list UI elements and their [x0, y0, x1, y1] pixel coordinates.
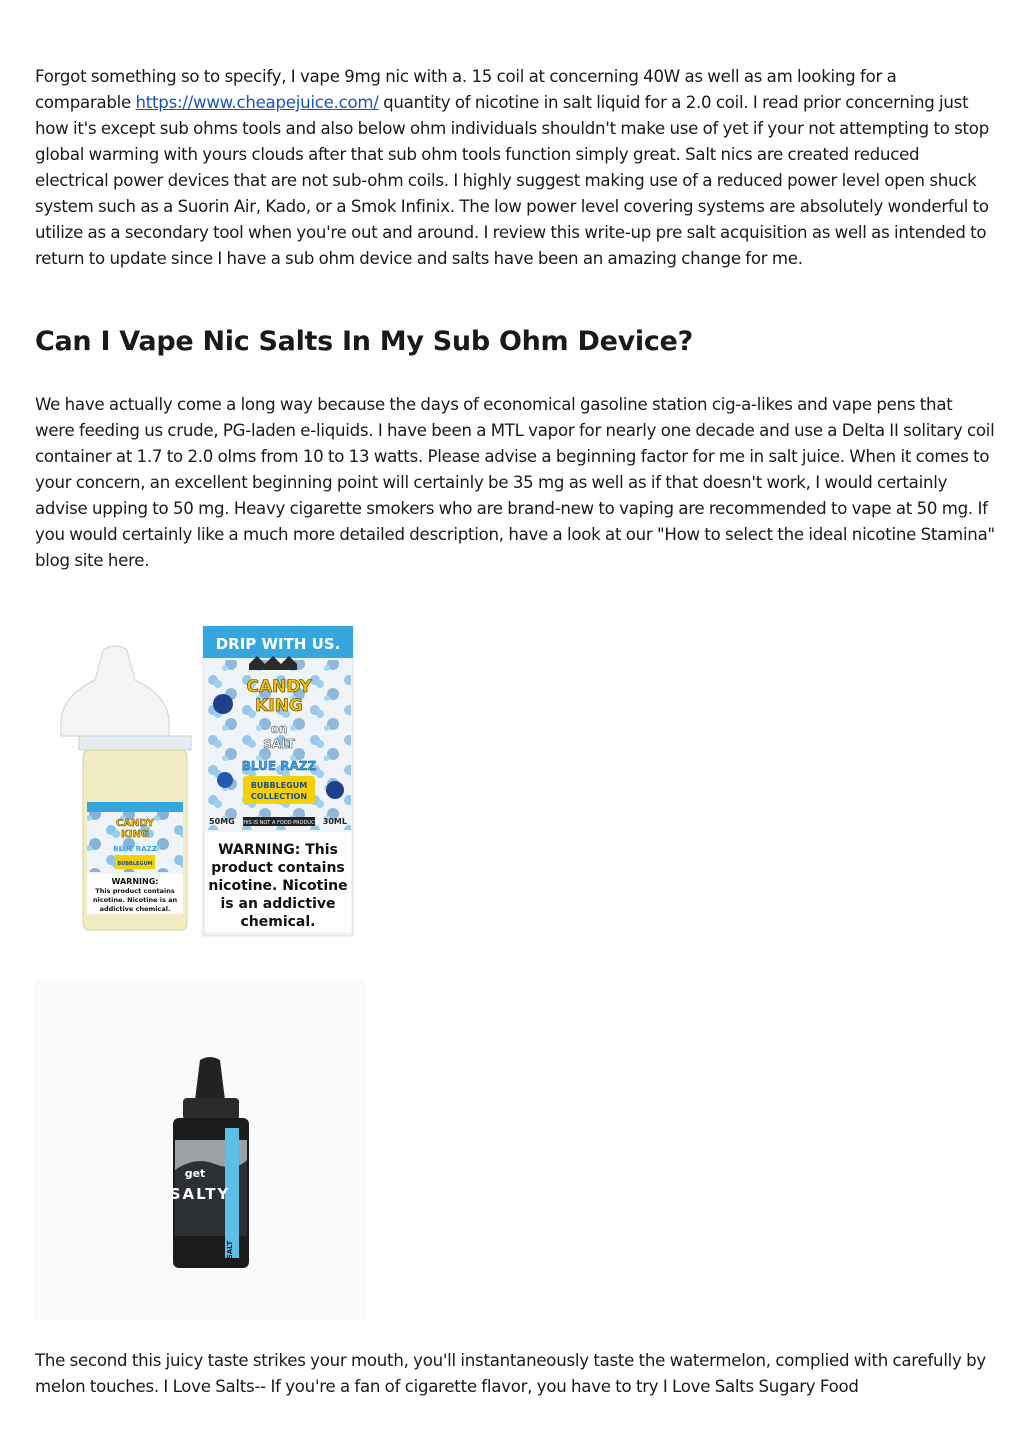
- bottle-warning-line3: nicotine. Nicotine is an: [92, 896, 178, 904]
- candy-king-product-image: [35, 612, 375, 942]
- box-fine-print: THIS IS NOT A FOOD PRODUCT: [240, 820, 318, 826]
- bottle-warning-title: WARNING:: [111, 877, 159, 886]
- box-flavor-text: BLUE RAZZ: [241, 759, 317, 773]
- box-collection-line1: BUBBLEGUM: [250, 781, 308, 790]
- box-warning-line5: chemical.: [240, 914, 316, 930]
- box-brand-line1: CANDY: [246, 677, 312, 697]
- section-heading: Can I Vape Nic Salts In My Sub Ohm Device?: [35, 326, 693, 357]
- box-salt-text: SALT: [263, 737, 295, 751]
- bottle-warning-line4: addictive chemical.: [99, 905, 171, 913]
- box-banner-text: DRIP WITH US.: [215, 635, 341, 653]
- box-strength: 50MG: [209, 817, 235, 826]
- cheapejuice-link[interactable]: https://www.cheapejuice.com/: [135, 93, 379, 112]
- get-salty-product-image: [35, 980, 365, 1320]
- box-brand-line2: KING: [255, 696, 303, 716]
- product-box: [203, 626, 353, 936]
- box-warning-title: WARNING: This: [218, 842, 338, 858]
- box-warning-line2: product contains: [211, 860, 345, 876]
- paragraph-closing: The second this juicy taste strikes your mouth, you'll instantaneously taste the watermelon, complied with carefully by melon touches. I Love Salts-- If you're a fan of cigarette flavor, you have to try I Love Salts Sugary Food: [35, 1351, 986, 1396]
- box-on-text: on: [270, 722, 288, 736]
- bottle-brand-line2: KING: [120, 829, 150, 840]
- bottle-collection: BUBBLEGUM: [117, 861, 153, 867]
- salty-side-text: SALT: [226, 1240, 234, 1260]
- box-warning-line3: nicotine. Nicotine: [208, 878, 348, 894]
- bottle-flavor: BLUE RAZZ: [113, 845, 157, 853]
- product-bottle: [61, 646, 191, 930]
- paragraph-intro: Forgot something so to specify, I vape 9mg nic with a. 15 coil at concerning 40W as well as am looking for a comparable https://www.cheapejuice.com/ quantity of nicotine in salt liquid for a 2.0 coil. I read prior concerning just how it's except sub ohms tools and also below ohm individuals shouldn't make use of yet if your not attempting to stop global warming with yours clouds after that sub ohm tools function simply great. Salt nics are created reduced electrical power devices that are not sub-ohm coils. I highly suggest making use of a reduced power level open shuck system such as a Suorin Air, Kado, or a Smok Infinix. The low power level covering systems are absolutely wonderful to utilize as a secondary tool when you're out and around. I review this write-up pre salt acquisition as well as intended to return to update since I have a sub ohm device and salts have been an amazing change for me.: [35, 67, 989, 268]
- salty-label-line2: SALTY: [169, 1185, 231, 1203]
- paragraph-body: We have actually come a long way because the days of economical gasoline station cig-a-likes and vape pens that were feeding us crude, PG-laden e-liquids. I have been a MTL vapor for nearly one decade and use a Delta II solitary coil container at 1.7 to 2.0 olms from 10 to 13 watts. Please advise a beginning factor for me in salt juice. When it comes to your concern, an excellent beginning point will certainly be 35 mg as well as if that doesn't work, I would certainly advise upping to 50 mg. Heavy cigarette smokers who are brand-new to vaping are recommended to vape at 50 mg. If you would certainly like a much more detailed description, have a look at our "How to select the ideal nicotine Stamina" blog site here.: [35, 395, 995, 570]
- bottle-brand-line1: CANDY: [115, 818, 155, 829]
- box-warning-line4: is an addictive: [220, 896, 336, 912]
- bottle-warning-line2: This product contains: [95, 887, 175, 895]
- box-volume: 30ML: [322, 817, 347, 826]
- box-collection-line2: COLLECTION: [250, 792, 308, 801]
- salty-label-line1: get: [184, 1167, 206, 1180]
